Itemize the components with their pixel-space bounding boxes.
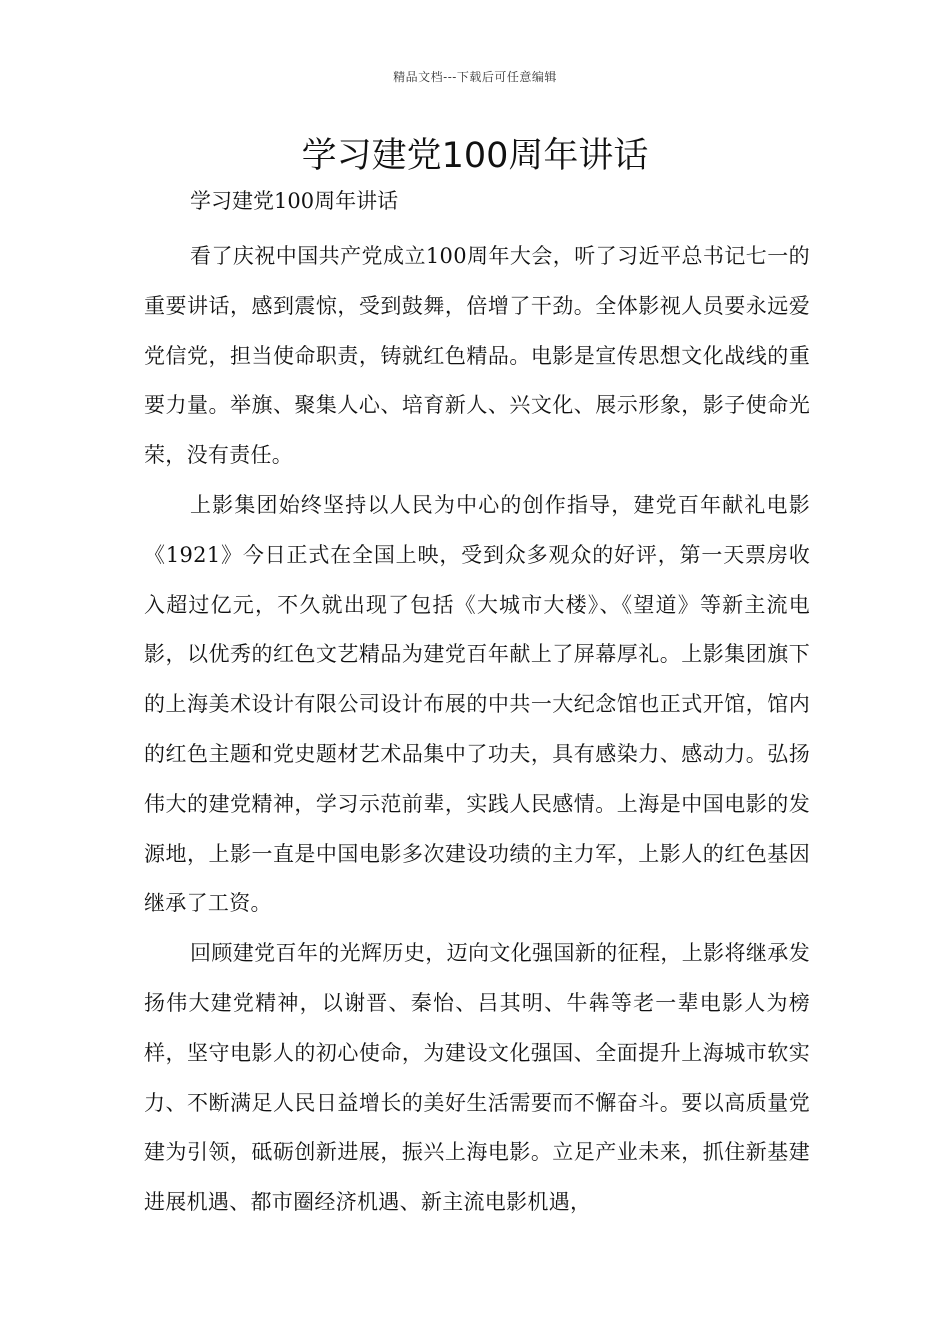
paragraph: 回顾建党百年的光辉历史，迈向文化强国新的征程，上影将继承发扬伟大建党精神，以谢晋、秦怡、吕其明、牛犇等老一辈电影人为榜样，坚守电影人的初心使命，为建设文化强国、全面提升上海城市软实力、不断满足人民日益增长的美好生活需要而不懈奋斗。要以高质量党建为引领，砥砺创新进展，振兴上海电影。立足产业未来，抓住新基建进展机遇、都市圈经济机遇、新主流电影机遇，	[144, 941, 810, 1215]
document-body	[144, 232, 810, 1228]
document-title: 学习建党100周年讲话	[301, 136, 649, 176]
paragraph: 上影集团始终坚持以人民为中心的创作指导，建党百年献礼电影《1921》今日正式在全国上映，受到众多观众的好评，第一天票房收入超过亿元，不久就出现了包括《大城市大楼》、《望道》等新主流电影，以优秀的红色文艺精品为建党百年献上了屏幕厚礼。上影集团旗下的上海美术设计有限公司设计布展的中共一大纪念馆也正式开馆，馆内的红色主题和党史题材艺术品集中了功夫，具有感染力、感动力。弘扬伟大的建党精神，学习示范前辈，实践人民感情。上海是中国电影的发源地，上影一直是中国电影多次建设功绩的主力军，上影人的红色基因继承了工资。	[144, 492, 810, 916]
document-subtitle: 学习建党100周年讲话	[190, 189, 399, 213]
paragraph: 看了庆祝中国共产党成立100周年大会，听了习近平总书记七一的重要讲话，感到震惊，受到鼓舞，倍增了干劲。全体影视人员要永远爱党信党，担当使命职责，铸就红色精品。电影是宣传思想文化战线的重要力量。举旗、聚集人心、培育新人、兴文化、展示形象，影子使命光荣，没有责任。	[144, 244, 810, 468]
header-note: 精品文档---下载后可任意编辑	[393, 70, 557, 84]
